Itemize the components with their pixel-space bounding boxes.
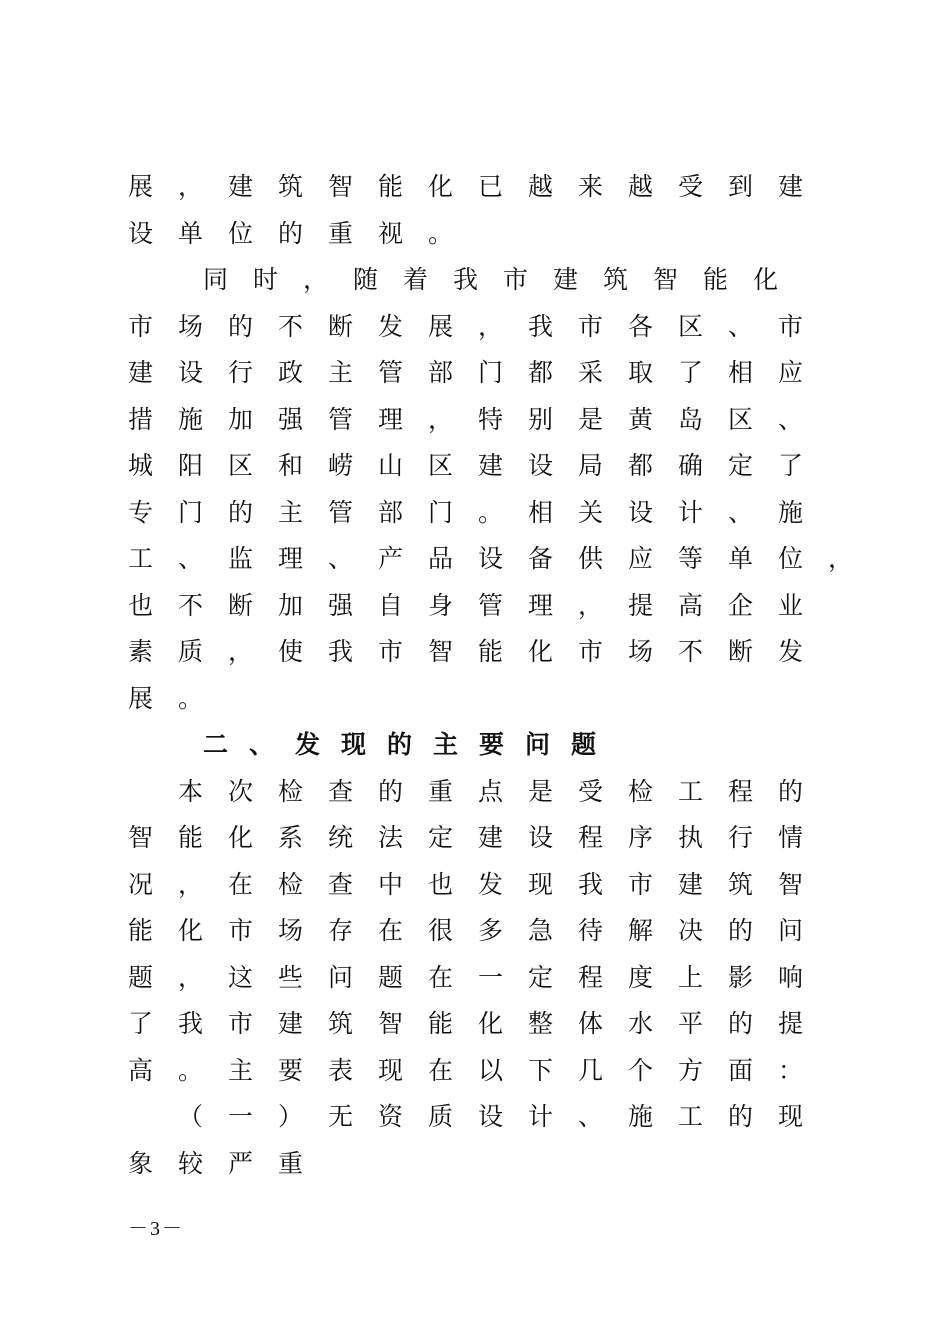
body-line: 智能化系统法定建设程序执行情 bbox=[128, 823, 829, 852]
body-line: 措施加强管理，特别是黄岛区、 bbox=[128, 405, 829, 434]
body-line: 工、监理、产品设备供应等单位， bbox=[128, 544, 879, 573]
subsection-heading: （一）无资质设计、施工的现 bbox=[178, 1102, 829, 1131]
section-heading: 二、发现的主要问题 bbox=[203, 730, 618, 759]
body-line: 题，这些问题在一定程度上影响 bbox=[128, 963, 829, 992]
body-line: 建设行政主管部门都采取了相应 bbox=[128, 358, 829, 387]
body-line: 展。 bbox=[128, 684, 229, 713]
body-line: 市场的不断发展，我市各区、市 bbox=[128, 312, 829, 341]
body-line: 专门的主管部门。相关设计、施 bbox=[128, 498, 829, 527]
body-line: 素质，使我市智能化市场不断发 bbox=[128, 637, 829, 666]
body-line: 也不断加强自身管理，提高企业 bbox=[128, 591, 829, 620]
body-line: 能化市场存在很多急待解决的问 bbox=[128, 916, 829, 945]
body-line: 象较严重 bbox=[128, 1149, 329, 1178]
body-line: 况，在检查中也发现我市建筑智 bbox=[128, 870, 829, 899]
body-line: 展，建筑智能化已越来越受到建 bbox=[128, 172, 829, 201]
body-line: 了我市建筑智能化整体水平的提 bbox=[128, 1009, 829, 1038]
body-line: 城阳区和崂山区建设局都确定了 bbox=[128, 451, 829, 480]
body-line: 设单位的重视。 bbox=[128, 219, 479, 248]
paragraph-start-line: 本次检查的重点是受检工程的 bbox=[178, 777, 829, 806]
paragraph-start-line: 同时，随着我市建筑智能化 bbox=[203, 265, 804, 294]
page-number: －3－ bbox=[128, 1218, 184, 1240]
body-line: 高。主要表现在以下几个方面： bbox=[128, 1056, 829, 1085]
